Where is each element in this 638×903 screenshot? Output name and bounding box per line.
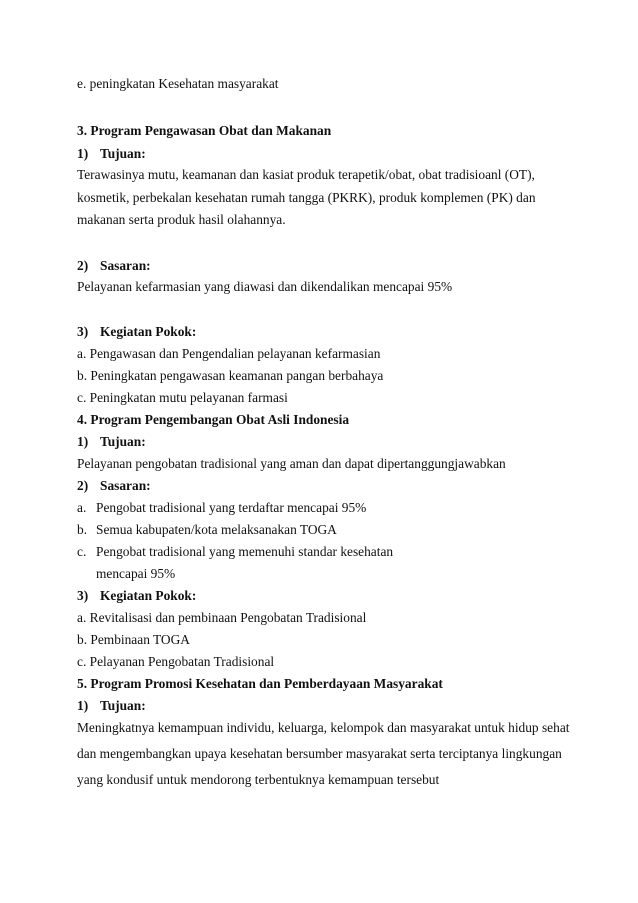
section-heading-3: 3. Program Pengawasan Obat dan Makanan bbox=[77, 123, 332, 138]
subheading-tujuan bbox=[77, 698, 146, 714]
list-item: b. Pembinaan TOGA bbox=[77, 632, 190, 647]
text-line: Pelayanan kefarmasian yang diawasi dan dikendalikan mencapai 95% bbox=[77, 279, 453, 294]
list-item-text: Pengobat tradisional yang terdaftar mencapai 95% bbox=[96, 500, 367, 515]
list-number: 1) bbox=[77, 434, 89, 449]
list-item bbox=[77, 544, 393, 560]
subheading-tujuan bbox=[77, 146, 146, 162]
list-item bbox=[77, 500, 366, 516]
text-line: kosmetik, perbekalan kesehatan rumah tangga (PKRK), produk komplemen (PK) dan bbox=[77, 190, 536, 205]
list-item: a. Revitalisasi dan pembinaan Pengobatan Tradisional bbox=[77, 610, 367, 625]
text-line: Meningkatnya kemampuan individu, keluarga, kelompok dan masyarakat untuk hidup sehat bbox=[77, 720, 570, 735]
list-item bbox=[77, 522, 337, 538]
list-number: 3) bbox=[77, 324, 89, 339]
subheading-label: Sasaran: bbox=[100, 478, 151, 493]
list-item: c. Peningkatan mutu pelayanan farmasi bbox=[77, 390, 288, 405]
text-line: e. peningkatan Kesehatan masyarakat bbox=[77, 76, 279, 91]
list-item: c. Pelayanan Pengobatan Tradisional bbox=[77, 654, 275, 669]
subheading-label: Tujuan: bbox=[100, 146, 146, 161]
list-item: a. Pengawasan dan Pengendalian pelayanan kefarmasian bbox=[77, 346, 381, 361]
list-number: 2) bbox=[77, 478, 89, 493]
text-line: dan mengembangkan upaya kesehatan bersumber masyarakat serta terciptanya lingkungan bbox=[77, 746, 562, 761]
subheading-label: Sasaran: bbox=[100, 258, 151, 273]
list-number: 2) bbox=[77, 258, 89, 273]
text-line: Pelayanan pengobatan tradisional yang aman dan dapat dipertanggungjawabkan bbox=[77, 456, 506, 471]
list-item-text: Semua kabupaten/kota melaksanakan TOGA bbox=[96, 522, 337, 537]
subheading-kegiatan-pokok bbox=[77, 588, 196, 604]
subheading-label: Tujuan: bbox=[100, 698, 146, 713]
subheading-sasaran bbox=[77, 478, 151, 494]
list-item-text: Pengobat tradisional yang memenuhi standar kesehatan bbox=[96, 544, 394, 559]
list-number: 1) bbox=[77, 698, 89, 713]
list-item: b. Peningkatan pengawasan keamanan pangan berbahaya bbox=[77, 368, 384, 383]
list-marker: b. bbox=[77, 522, 88, 537]
list-number: 1) bbox=[77, 146, 89, 161]
subheading-label: Tujuan: bbox=[100, 434, 146, 449]
subheading-tujuan bbox=[77, 434, 146, 450]
list-item-continuation: mencapai 95% bbox=[96, 566, 176, 581]
subheading-kegiatan-pokok bbox=[77, 324, 196, 340]
text-line: yang kondusif untuk mendorong terbentuknya kemampuan tersebut bbox=[77, 772, 440, 787]
list-marker: a. bbox=[77, 500, 87, 515]
subheading-sasaran bbox=[77, 258, 151, 274]
list-marker: c. bbox=[77, 544, 87, 559]
list-number: 3) bbox=[77, 588, 89, 603]
subheading-label: Kegiatan Pokok: bbox=[100, 324, 197, 339]
section-heading-5: 5. Program Promosi Kesehatan dan Pemberdayaan Masyarakat bbox=[77, 676, 443, 691]
section-heading-4: 4. Program Pengembangan Obat Asli Indonesia bbox=[77, 412, 350, 427]
subheading-label: Kegiatan Pokok: bbox=[100, 588, 197, 603]
text-line: Terawasinya mutu, keamanan dan kasiat produk terapetik/obat, obat tradisioanl (OT), bbox=[77, 167, 535, 182]
text-line: makanan serta produk hasil olahannya. bbox=[77, 212, 286, 227]
